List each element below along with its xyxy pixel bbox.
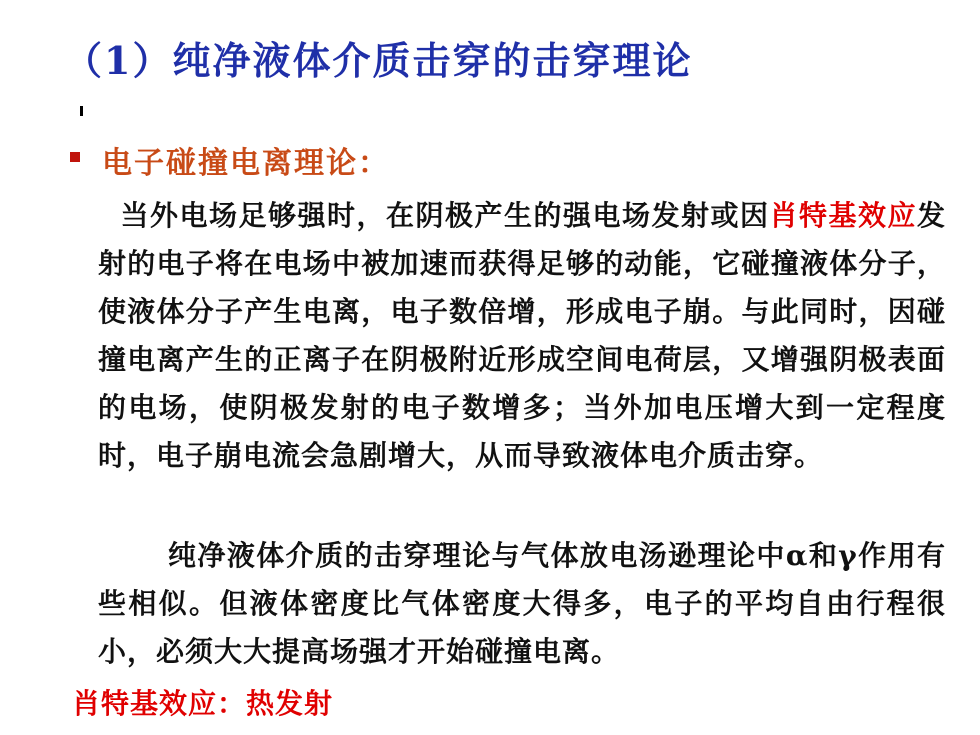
paragraph-1 [98,192,946,480]
paragraph-1-indent [98,199,121,232]
paragraph-1-highlight: 肖特基效应 [769,199,917,232]
paragraph-2: 纯净液体介质的击穿理论与气体放电汤逊理论中α和γ作用有些相似。但液体密度比气体密度大得多，电子的平均自由行程很小，必须大大提高场强才开始碰撞电离。 [98,539,946,668]
tick-mark [80,106,83,116]
paragraph-1-part2: 发射的电子将在电场中被加速而获得足够的动能，它碰撞液体分子，使液体分子产生电离，电子数倍增，形成电子崩。与此同时，因碰撞电离产生的正离子在阴极附近形成空间电荷层，又增强阴极表面的电场，使阴极发射的电子数增多；当外加电压增大到一定程度时，电子崩电流会急剧增大，从而导致液体电介质击穿。 [98,199,946,472]
bullet-square-icon [70,152,80,162]
footnote: 肖特基效应：热发射 [72,687,334,720]
slide-title: （1）纯净液体介质击穿的击穿理论 [64,38,693,83]
paragraph-1-part1: 当外电场足够强时，在阴极产生的强电场发射或因 [120,199,770,232]
bullet-row [70,138,390,182]
bullet-heading: 电子碰撞电离理论： [102,146,390,181]
